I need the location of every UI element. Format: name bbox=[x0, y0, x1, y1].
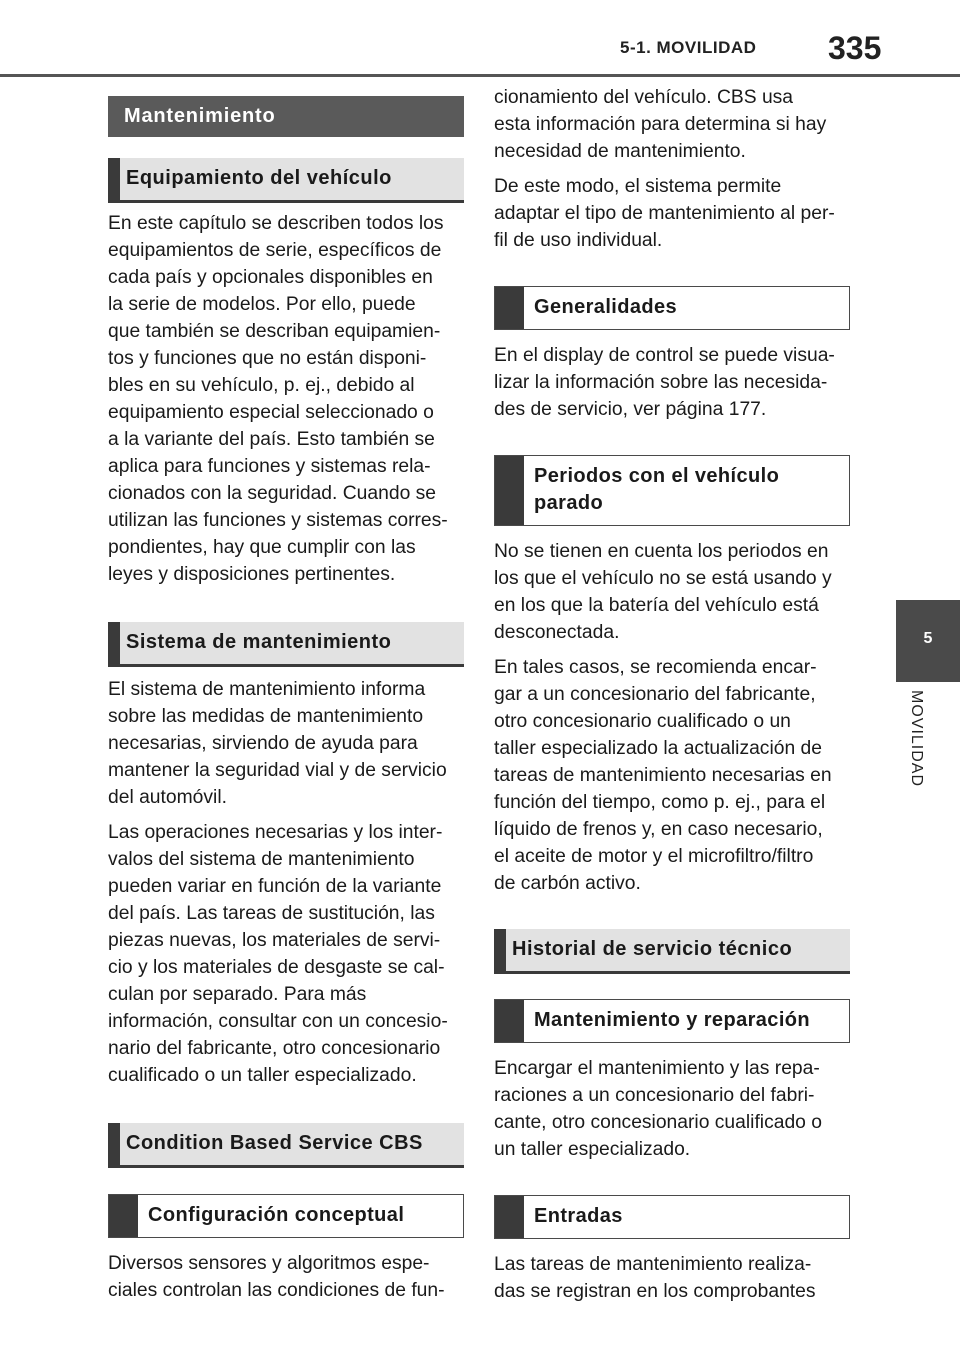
text-line: aplica para funciones y sistemas rela- bbox=[108, 456, 431, 477]
text-line: cionamiento del vehículo. CBS usa bbox=[494, 87, 794, 108]
heading-block bbox=[495, 1196, 524, 1238]
text-line: parado bbox=[534, 492, 604, 514]
text-line: gar a un concesionario del fabricante, bbox=[494, 684, 816, 705]
text-line: del automóvil. bbox=[108, 787, 227, 808]
text-line: necesarias, sirviendo de ayuda para bbox=[108, 733, 418, 754]
text-line: equipamiento especial seleccionado o bbox=[108, 402, 434, 423]
text-line: cionados con la seguridad. Cuando se bbox=[108, 483, 437, 504]
heading-configuracion bbox=[108, 1194, 464, 1238]
heading-text: Generalidades bbox=[534, 296, 678, 318]
text-line: equipamientos de serie, específicos de bbox=[108, 240, 442, 261]
text-line: culan por separado. Para más bbox=[108, 984, 367, 1005]
heading-bar bbox=[108, 622, 120, 664]
text-line: la serie de modelos. Por ello, puede bbox=[108, 294, 416, 315]
text-line: adaptar el tipo de mantenimiento al per- bbox=[494, 203, 835, 224]
heading-text: Entradas bbox=[534, 1205, 623, 1227]
heading-cbs bbox=[108, 1123, 464, 1168]
paragraph-continuation-1 bbox=[494, 84, 850, 165]
text-line: En tales casos, se recomienda encar- bbox=[494, 657, 817, 678]
text-line: a la variante del país. Esto también se bbox=[108, 429, 435, 450]
text-line: das se registran en los comprobantes bbox=[494, 1281, 816, 1302]
chapter-tab bbox=[896, 600, 960, 682]
text-line: cio y los materiales de desgaste se cal- bbox=[108, 957, 445, 978]
text-line: sobre las medidas de mantenimiento bbox=[108, 706, 424, 727]
text-line: leyes y disposiciones pertinentes. bbox=[108, 564, 396, 585]
page-number: 335 bbox=[828, 30, 882, 66]
paragraph-generalidades bbox=[494, 342, 850, 423]
text-line: Periodos con el vehículo bbox=[534, 465, 780, 487]
left-column bbox=[108, 96, 464, 1304]
heading-block bbox=[109, 1195, 138, 1237]
heading-block bbox=[495, 287, 524, 329]
text-line: desconectada. bbox=[494, 622, 620, 643]
paragraph-equipamiento bbox=[108, 210, 464, 588]
text-line: cada país y opcionales disponibles en bbox=[108, 267, 433, 288]
text-line: Las tareas de mantenimiento realiza- bbox=[494, 1254, 812, 1275]
heading-text bbox=[524, 456, 789, 525]
text-line: los que el vehículo no se está usando y bbox=[494, 568, 832, 589]
text-line: El sistema de mantenimiento informa bbox=[108, 679, 426, 700]
text-line: que también se describan equipamien- bbox=[108, 321, 441, 342]
text-line: Las operaciones necesarias y los inter- bbox=[108, 822, 443, 843]
text-line: fil de uso individual. bbox=[494, 230, 663, 251]
heading-periodos bbox=[494, 455, 850, 526]
heading-text: Configuración conceptual bbox=[148, 1204, 405, 1226]
text-line: cante, otro concesionario cualificado o bbox=[494, 1112, 822, 1133]
heading-bar bbox=[108, 158, 120, 200]
paragraph-continuation-2 bbox=[494, 173, 850, 254]
heading-sistema bbox=[108, 622, 464, 667]
heading-mantenimiento: Mantenimiento bbox=[108, 96, 464, 137]
heading-bar bbox=[494, 929, 506, 971]
text-line: mantener la seguridad vial y de servicio bbox=[108, 760, 447, 781]
text-line: piezas nuevas, los materiales de servi- bbox=[108, 930, 441, 951]
heading-text: Mantenimiento y reparación bbox=[534, 1009, 811, 1031]
text-line: lizar la información sobre las necesida- bbox=[494, 372, 828, 393]
text-line: raciones a un concesionario del fabri- bbox=[494, 1085, 815, 1106]
text-line: Encargar el mantenimiento y las repa- bbox=[494, 1058, 820, 1079]
text-line: utilizan las funciones y sistemas corres- bbox=[108, 510, 448, 531]
chapter-number: 5 bbox=[923, 630, 933, 647]
heading-equipamiento bbox=[108, 158, 464, 203]
paragraph-periodos-2 bbox=[494, 654, 850, 897]
right-column bbox=[494, 84, 850, 1305]
text-line: pondientes, hay que cumplir con las bbox=[108, 537, 416, 558]
chapter-label-container bbox=[897, 690, 937, 850]
text-line: de carbón activo. bbox=[494, 873, 641, 894]
text-line: información, consultar con un concesio- bbox=[108, 1011, 448, 1032]
paragraph-entradas bbox=[494, 1251, 850, 1305]
heading-historial bbox=[494, 929, 850, 974]
text-line: En este capítulo se describen todos los bbox=[108, 213, 444, 234]
text-line: el aceite de motor y el microfiltro/filtro bbox=[494, 846, 814, 867]
paragraph-sistema-2 bbox=[108, 819, 464, 1089]
text-line: De este modo, el sistema permite bbox=[494, 176, 782, 197]
heading-bar bbox=[108, 1123, 120, 1165]
text-line: líquido de frenos y, en caso necesario, bbox=[494, 819, 823, 840]
chapter-label: MOVILIDAD bbox=[908, 690, 925, 788]
heading-entradas bbox=[494, 1195, 850, 1239]
paragraph-configuracion bbox=[108, 1250, 464, 1304]
text-line: un taller especializado. bbox=[494, 1139, 691, 1160]
text-line: función del tiempo, como p. ej., para el bbox=[494, 792, 826, 813]
heading-text: Condition Based Service CBS bbox=[126, 1132, 423, 1154]
text-line: tos y funciones que no están disponi- bbox=[108, 348, 427, 369]
heading-text: Historial de servicio técnico bbox=[512, 938, 793, 960]
heading-text: Sistema de mantenimiento bbox=[126, 631, 392, 653]
heading-block bbox=[495, 456, 524, 525]
heading-mantenimiento-reparacion bbox=[494, 999, 850, 1043]
paragraph-periodos-1 bbox=[494, 538, 850, 646]
heading-generalidades bbox=[494, 286, 850, 330]
text-line: del país. Las tareas de sustitución, las bbox=[108, 903, 435, 924]
paragraph-sistema-1 bbox=[108, 676, 464, 811]
heading-block bbox=[495, 1000, 524, 1042]
text-line: tareas de mantenimiento necesarias en bbox=[494, 765, 832, 786]
text-line: valos del sistema de mantenimiento bbox=[108, 849, 415, 870]
text-line: des de servicio, ver página 177. bbox=[494, 399, 767, 420]
text-line: en los que la batería del vehículo está bbox=[494, 595, 819, 616]
paragraph-mantenimiento-reparacion bbox=[494, 1055, 850, 1163]
section-title: 5-1. MOVILIDAD bbox=[620, 38, 757, 57]
text-line: pueden variar en función de la variante bbox=[108, 876, 442, 897]
header-rule bbox=[0, 74, 960, 77]
text-line: cualificado o un taller especializado. bbox=[108, 1065, 417, 1086]
text-line: ciales controlan las condiciones de fun- bbox=[108, 1280, 445, 1301]
text-line: bles en su vehículo, p. ej., debido al bbox=[108, 375, 415, 396]
text-line: No se tienen en cuenta los periodos en bbox=[494, 541, 829, 562]
text-line: Diversos sensores y algoritmos espe- bbox=[108, 1253, 430, 1274]
text-line: nario del fabricante, otro concesionario bbox=[108, 1038, 441, 1059]
text-line: otro concesionario cualificado o un bbox=[494, 711, 791, 732]
text-line: necesidad de mantenimiento. bbox=[494, 141, 746, 162]
text-line: esta información para determina si hay bbox=[494, 114, 827, 135]
heading-text: Equipamiento del vehículo bbox=[126, 167, 392, 189]
text-line: taller especializado la actualización de bbox=[494, 738, 822, 759]
text-line: En el display de control se puede visua- bbox=[494, 345, 835, 366]
